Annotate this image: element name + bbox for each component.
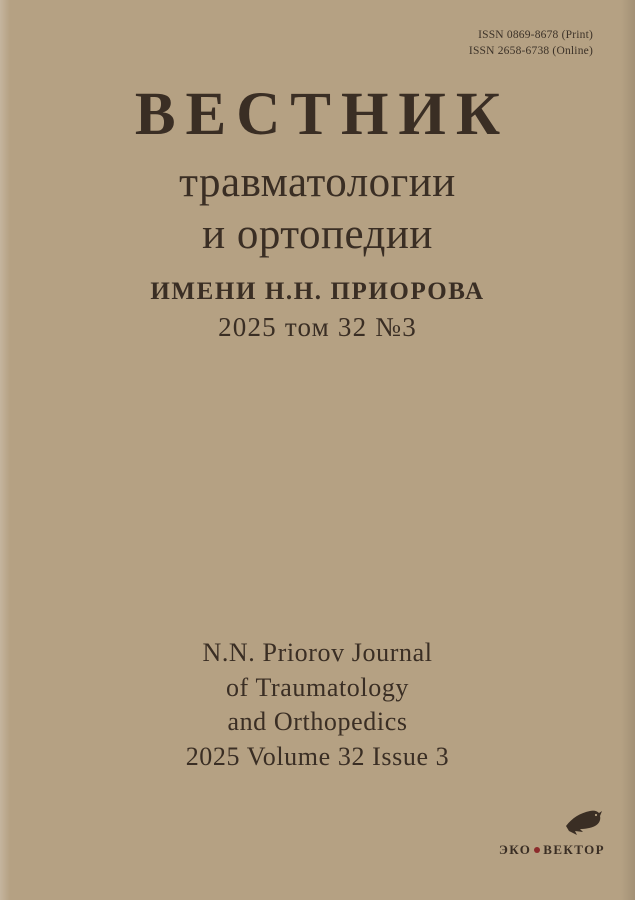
publisher-block [499,805,605,858]
journal-volume-en: 2025 Volume 32 Issue 3 [185,741,450,771]
publisher-name [499,842,605,858]
issn-print: ISSN 0869-8678 (Print) [478,29,593,41]
issn-online: ISSN 2658-6738 (Online) [468,44,593,57]
eagle-logo-icon [563,805,605,839]
journal-title-en-line1: N.N. Priorov Journal [202,638,433,667]
journal-title-en-line3: and Orthopedics [227,707,408,737]
publisher-name-part1: ЭКО [499,842,532,857]
publisher-dot-icon [534,847,540,853]
english-title-block [0,636,635,774]
issn-block [469,28,593,59]
journal-title-en-line2: of Traumatology [225,672,410,702]
journal-title-line3: и ортопедии [202,211,433,259]
publisher-name-part2: ВЕКТОР [543,842,605,857]
journal-volume-ru: 2025 том 32 №3 [218,311,417,342]
journal-title-line2: травматологии [179,159,456,206]
journal-title-main: ВЕСТНИК [134,81,511,148]
russian-title-block [0,81,635,343]
journal-named-after: ИМЕНИ Н.Н. ПРИОРОВА [150,277,485,305]
